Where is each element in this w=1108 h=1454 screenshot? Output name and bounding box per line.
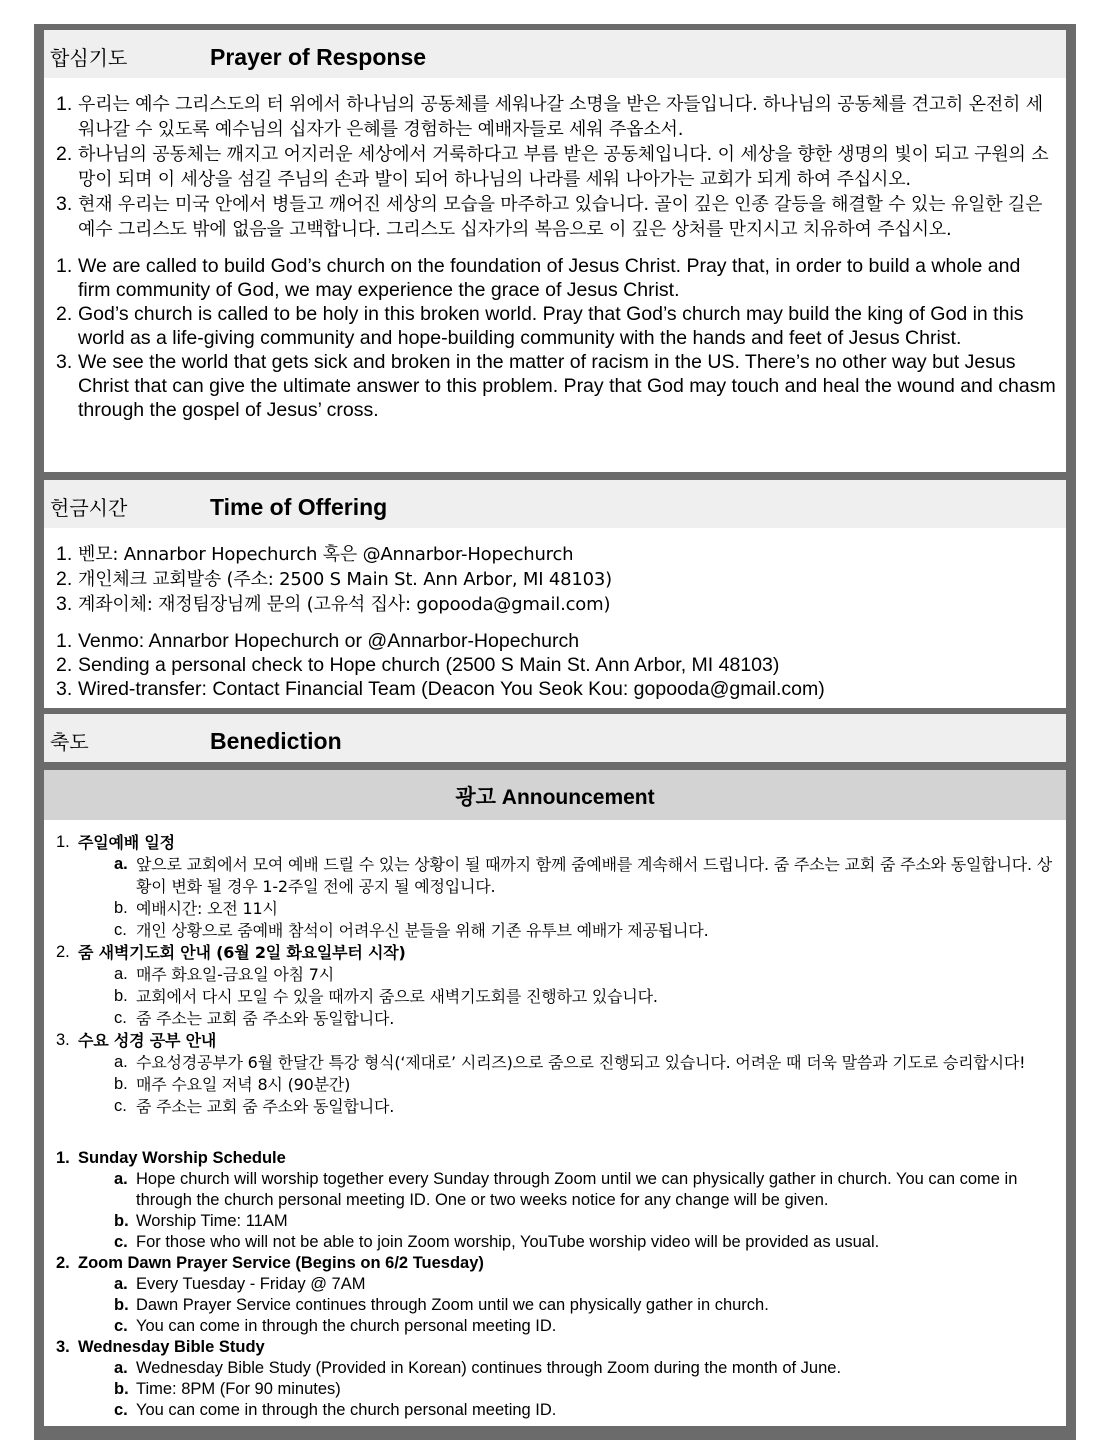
offering-ko-list [44, 542, 1066, 617]
benediction-header [44, 714, 1066, 762]
list-item: c. 줌 주소는 교회 줌 주소와 동일합니다. [114, 1097, 395, 1116]
announcement-item-title: 수요 성경 공부 안내 [78, 1031, 217, 1050]
sub-list [114, 964, 1058, 1030]
list-item: 1. Sunday Worship Schedule a. Hope church will worship together every Sunday through Zoom until we can physically gather in church. You can come in through the church personal meeting ID. One or two weeks notice for any change will be given. b. Worship Time: 11AM c. For those who will not be able to join Zoom worship, YouTube worship video will be provided as usual. [44, 1148, 1058, 1253]
list-item: 3. 수요 성경 공부 안내 a. 수요성경공부가 6월 한달간 특강 형식(‘제대로’ 시리즈)으로 줌으로 진행되고 있습니다. 어려운 때 더욱 말씀과 기도로 승리합시다! b. 매주 수요일 저녁 8시 (90분간) c. 줌 주소는 교회 줌 주소와 동일합니다. [44, 1030, 1058, 1118]
list-item: 1. 우리는 예수 그리스도의 터 위에서 하나님의 공동체를 세워나갈 소명을 받은 자들입니다. 하나님의 공동체를 견고히 온전히 세워나갈 수 있도록 예수님의 십자가 은혜를 경험하는 예배자들로 세워 주옵소서. [56, 93, 1043, 140]
list-item: 2. God’s church is called to be holy in this broken world. Pray that God’s church may build the king of God in this world as a life-giving community and hope-building community with the hands and feet of Jesus Christ. [56, 303, 1024, 349]
announcement-item-title: Zoom Dawn Prayer Service (Begins on 6/2 Tuesday) [78, 1254, 484, 1272]
list-item: b. Dawn Prayer Service continues through Zoom until we can physically gather in church. [114, 1296, 769, 1314]
list-item: 3. Wednesday Bible Study a. Wednesday Bible Study (Provided in Korean) continues through Zoom during the month of June. b. Time: 8PM (For 90 minutes) c. You can come in through the church personal meeting ID. [44, 1337, 1058, 1421]
list-item: a. 매주 화요일-금요일 아침 7시 [114, 965, 335, 984]
list-item: 3. Wired-transfer: Contact Financial Team (Deacon You Seok Kou: gopooda@gmail.com) [56, 678, 825, 700]
list-item: b. 매주 수요일 저녁 8시 (90분간) [114, 1075, 351, 1094]
list-item: 2. Zoom Dawn Prayer Service (Begins on 6/2 Tuesday) a. Every Tuesday - Friday @ 7AM b. Dawn Prayer Service continues through Zoom until we can physically gather in church. c. You can come in through the church personal meeting ID. [44, 1253, 1058, 1337]
list-item: b. Time: 8PM (For 90 minutes) [114, 1380, 341, 1398]
list-item: 3. 계좌이체: 재정팀장님께 문의 (고유석 집사: gopooda@gmail.com) [56, 593, 611, 615]
list-item: a. Hope church will worship together every Sunday through Zoom until we can physically gather in church. You can come in through the church personal meeting ID. One or two weeks notice for any change will be given. [114, 1170, 1018, 1209]
announcement-en-title: Announcement [501, 786, 655, 809]
announcement-item-title: 주일예배 일정 [78, 833, 175, 852]
prayer-en-title: Prayer of Response [210, 44, 427, 70]
list-item: c. You can come in through the church personal meeting ID. [114, 1401, 557, 1419]
list-item: 3. We see the world that gets sick and broken in the matter of racism in the US. There’s no other way but Jesus Christ that can give the ultimate answer to this problem. Pray that God may touch and heal the wound and chasm through the gospel of Jesus’ cross. [56, 351, 1056, 421]
sub-list [114, 1274, 1058, 1337]
offering-ko-title: 헌금시간 [50, 496, 128, 520]
offering-en-title: Time of Offering [210, 494, 388, 520]
offering-section [44, 480, 1066, 708]
list-item: 1. 벤모: Annarbor Hopechurch 혹은 @Annarbor-Hopechurch [56, 543, 574, 565]
list-item: a. 앞으로 교회에서 모여 예배 드릴 수 있는 상황이 될 때까지 함께 줌예배를 계속해서 드립니다. 줌 주소는 교회 줌 주소와 동일합니다. 상황이 변화 될 경우 1-2주일 전에 공지 될 예정입니다. [114, 855, 1053, 896]
list-item: b. 예배시간: 오전 11시 [114, 899, 278, 918]
prayer-ko-title: 합심기도 [50, 46, 128, 70]
announcement-en-list [44, 1148, 1058, 1421]
list-item: c. 줌 주소는 교회 줌 주소와 동일합니다. [114, 1009, 395, 1028]
announcement-header [44, 770, 1066, 820]
list-item: 1. We are called to build God’s church on the foundation of Jesus Christ. Pray that, in order to build a whole and firm community of God, we may experience the grace of Jesus Christ. [56, 255, 1021, 301]
prayer-header [44, 30, 1066, 78]
benediction-ko-title: 축도 [50, 730, 89, 754]
list-item: 2. 하나님의 공동체는 깨지고 어지러운 세상에서 거룩하다고 부름 받은 공동체입니다. 이 세상을 향한 생명의 빛이 되고 구원의 소망이 되며 이 세상을 섬길 주님의 손과 발이 되어 하나님의 나라를 세워 나아가는 교회가 되게 하여 주십시오. [56, 143, 1049, 190]
list-item: b. Worship Time: 11AM [114, 1212, 288, 1230]
list-item: 1. Venmo: Annarbor Hopechurch or @Annarbor-Hopechurch [56, 630, 580, 652]
announcement-item-title: Sunday Worship Schedule [78, 1149, 286, 1167]
benediction-section [44, 714, 1066, 762]
list-item: 3. 현재 우리는 미국 안에서 병들고 깨어진 세상의 모습을 마주하고 있습니다. 골이 깊은 인종 갈등을 해결할 수 있는 유일한 길은예수 그리스도 밖에 없음을 고백합니다. 그리스도 십자가의 복음으로 이 깊은 상처를 만지시고 치유하여 주십시오. [56, 193, 1043, 240]
list-item: 1. 주일예배 일정 a. 앞으로 교회에서 모여 예배 드릴 수 있는 상황이 될 때까지 함께 줌예배를 계속해서 드립니다. 줌 주소는 교회 줌 주소와 동일합니다. 상황이 변화 될 경우 1-2주일 전에 공지 될 예정입니다. b. 예배시간: 오전 11시 c. 개인 상황으로 줌예배 참석이 어려우신 분들을 위해 기존 유투브 예배가 제공됩니다. [44, 832, 1058, 942]
prayer-ko-list [44, 92, 1052, 242]
prayer-en-list [44, 254, 1058, 422]
announcement-ko-title: 광고 [455, 785, 496, 809]
list-item: c. 개인 상황으로 줌예배 참석이 어려우신 분들을 위해 기존 유투브 예배가 제공됩니다. [114, 921, 709, 940]
announcement-ko-list [44, 832, 1058, 1118]
prayer-section [44, 30, 1066, 472]
sub-list [114, 1169, 1058, 1253]
announcement-item-title: 줌 새벽기도회 안내 (6월 2일 화요일부터 시작) [78, 943, 406, 962]
announcement-item-title: Wednesday Bible Study [78, 1338, 265, 1356]
list-item: a. 수요성경공부가 6월 한달간 특강 형식(‘제대로’ 시리즈)으로 줌으로 진행되고 있습니다. 어려운 때 더욱 말씀과 기도로 승리합시다! [114, 1053, 1026, 1072]
benediction-en-title: Benediction [210, 728, 342, 754]
sub-list [114, 854, 1058, 942]
announcement-section [44, 770, 1066, 1426]
list-item: c. For those who will not be able to join Zoom worship, YouTube worship video will be provided as usual. [114, 1233, 880, 1251]
list-item: b. 교회에서 다시 모일 수 있을 때까지 줌으로 새벽기도회를 진행하고 있습니다. [114, 987, 658, 1006]
list-item: 2. 줌 새벽기도회 안내 (6월 2일 화요일부터 시작) a. 매주 화요일-금요일 아침 7시 b. 교회에서 다시 모일 수 있을 때까지 줌으로 새벽기도회를 진행하고 있습니다. c. 줌 주소는 교회 줌 주소와 동일합니다. [44, 942, 1058, 1030]
list-item: 2. 개인체크 교회발송 (주소: 2500 S Main St. Ann Arbor, MI 48103) [56, 568, 612, 590]
list-item: a. Every Tuesday - Friday @ 7AM [114, 1275, 366, 1293]
offering-en-list [44, 629, 1066, 701]
list-item: a. Wednesday Bible Study (Provided in Korean) continues through Zoom during the month of June. [114, 1359, 842, 1377]
bulletin-frame [34, 24, 1076, 1440]
list-item: c. You can come in through the church personal meeting ID. [114, 1317, 557, 1335]
sub-list [114, 1358, 1058, 1421]
list-item: 2. Sending a personal check to Hope church (2500 S Main St. Ann Arbor, MI 48103) [56, 654, 780, 676]
offering-header [44, 480, 1066, 528]
sub-list [114, 1052, 1058, 1118]
